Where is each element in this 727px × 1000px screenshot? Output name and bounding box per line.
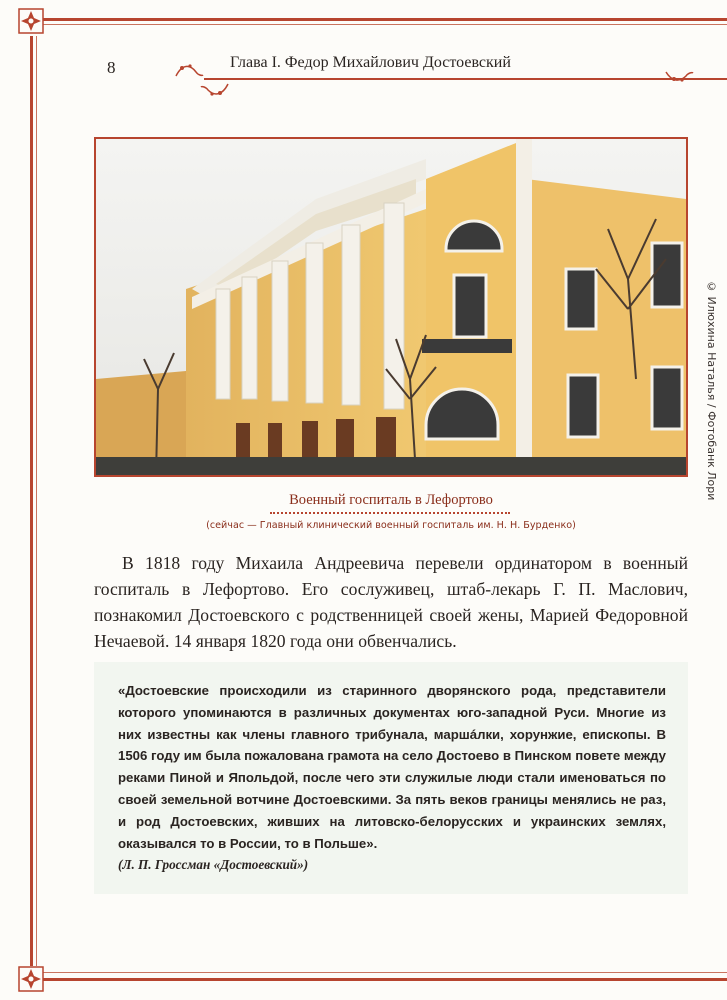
page-frame-bottom <box>30 978 727 981</box>
body-paragraph: В 1818 году Михаила Андреевича перевели ординатором в военный госпиталь в Лефортово. Его сослуживец, штаб-лекарь Г. П. Маслович, познакомил Достоевского с родственницей своей жены, Марией Федоровной Нечаевой. 14 января 1820 года они обвенчались. <box>94 553 688 651</box>
vine-ornament-icon <box>664 66 694 88</box>
caption-dotted-divider <box>270 512 510 514</box>
corner-ornament-icon <box>18 8 44 34</box>
quote-text: «Достоевские происходили из старинного дворянского рода, представители которого упоминаются в различных документах юго-западной Руси. Многие из них известны как члены главного трибунала, маршáлки, хорунжие, епископы. В 1506 году им была пожалована грамота на село Достоево в Пинском повете между реками Пиной и Япольдой, после чего эти служилые люди стали именоваться по своей земельной вотчине Достоевскими. За пять веков границы менялись не раз, и род Достоевских, живших на литовско-белорусских и украинских землях, оказывался то в России, то в Польше». <box>118 683 666 851</box>
photo-caption-subtitle: (сейчас — Главный клинический военный госпиталь им. Н. Н. Бурденко) <box>206 520 576 531</box>
quote-source: (Л. П. Гроссман «Достоевский») <box>118 857 309 873</box>
header-divider <box>204 78 727 80</box>
page-frame-left <box>30 36 33 966</box>
chapter-title: Глава I. Федор Михайлович Достоевский <box>230 54 511 71</box>
page-frame-left-inner <box>36 36 37 966</box>
hospital-photo <box>94 137 688 477</box>
page-number: 8 <box>107 58 116 77</box>
vine-ornament-icon <box>200 80 230 102</box>
photo-caption-title: Военный госпиталь в Лефортово <box>289 492 493 508</box>
quote-box <box>94 662 688 894</box>
corner-ornament-icon <box>18 966 44 992</box>
page-frame-bottom-inner <box>36 972 727 973</box>
page-frame-top <box>30 18 727 21</box>
photo-credit: © Илюхина Наталья / Фотобанк Лори <box>705 280 718 501</box>
body-text <box>94 550 688 654</box>
hospital-building-illustration <box>96 139 686 475</box>
page-frame-top-inner <box>36 24 727 25</box>
vine-ornament-icon <box>174 60 204 82</box>
